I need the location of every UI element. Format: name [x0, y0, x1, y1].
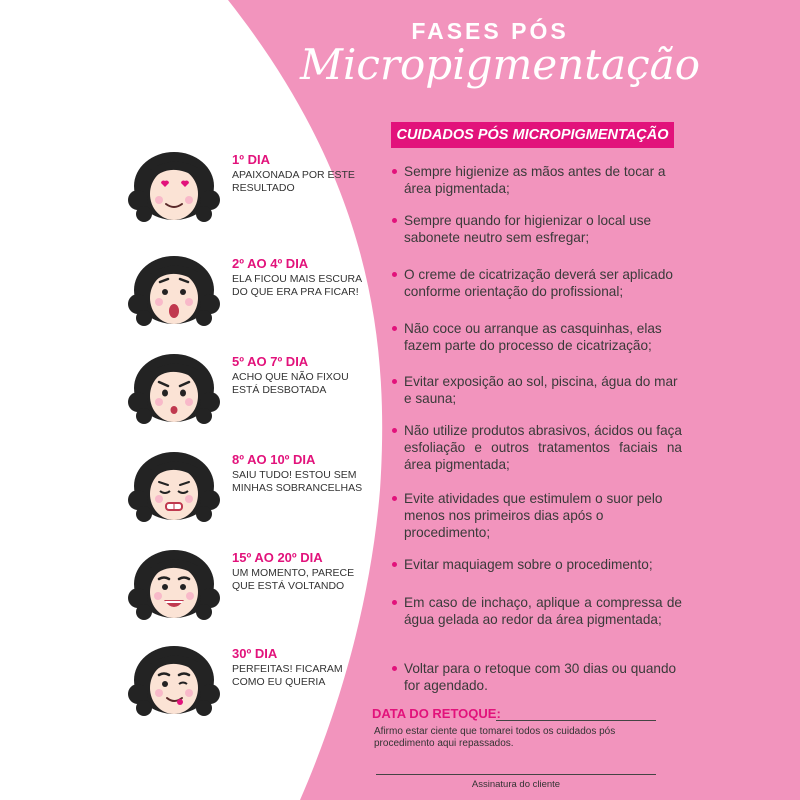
bullet-icon	[392, 600, 397, 605]
phase-4	[128, 448, 368, 528]
care-item: Evitar maquiagem sobre o procedimento;	[392, 556, 682, 573]
phase-description: SAIU TUDO! ESTOU SEM MINHAS SOBRANCELHAS	[232, 469, 363, 494]
phase-6	[128, 642, 368, 722]
title-fases-pos: FASES PÓS	[411, 18, 569, 44]
worried-face-icon	[128, 350, 220, 430]
laughing-face-icon	[128, 546, 220, 626]
phase-title: 2º AO 4º DIA	[232, 256, 309, 271]
phase-1	[128, 148, 368, 228]
bullet-icon	[392, 169, 397, 174]
phase-description: UM MOMENTO, PARECE QUE ESTÁ VOLTANDO	[232, 567, 355, 592]
care-item: O creme de cicatrização deverá ser aplicado conforme orientação do profissional;	[392, 266, 682, 300]
care-item: Voltar para o retoque com 30 dias ou quando for agendado.	[392, 660, 682, 694]
bullet-icon	[392, 428, 397, 433]
phase-description: PERFEITAS! FICARAM COMO EU QUERIA	[232, 663, 343, 688]
bullet-icon	[392, 218, 397, 223]
phase-description: APAIXONADA POR ESTE RESULTADO	[232, 169, 355, 194]
bullet-icon	[392, 379, 397, 384]
care-item: Não utilize produtos abrasivos, ácidos ou faça esfoliação e outros tratamentos faciais na área pigmentada;	[392, 422, 682, 473]
phase-title: 8º AO 10º DIA	[232, 452, 316, 467]
bullet-icon	[392, 326, 397, 331]
retoque-date-field[interactable]	[496, 720, 656, 721]
phase-title: 30º DIA	[232, 646, 278, 661]
care-header: CUIDADOS PÓS MICROPIGMENTAÇÃO	[391, 122, 674, 148]
care-item: Evitar exposição ao sol, piscina, água do mar e sauna;	[392, 373, 682, 407]
care-item: Sempre higienize as mãos antes de tocar a área pigmentada;	[392, 163, 682, 197]
bullet-icon	[392, 666, 397, 671]
phase-description: ACHO QUE NÃO FIXOU ESTÁ DESBOTADA	[232, 371, 349, 396]
care-item: Não coce ou arranque as casquinhas, elas fazem parte do processo de cicatrização;	[392, 320, 682, 354]
phase-2	[128, 252, 368, 332]
title-micropigmentacao: Micropigmentação	[299, 40, 701, 89]
care-item: Sempre quando for higienizar o local use sabonete neutro sem esfregar;	[392, 212, 682, 246]
crying-face-icon	[128, 448, 220, 528]
phase-title: 15º AO 20º DIA	[232, 550, 323, 565]
bullet-icon	[392, 562, 397, 567]
heart-eyes-face-icon	[128, 148, 220, 228]
phase-5	[128, 546, 368, 626]
bullet-icon	[392, 496, 397, 501]
signature-label: Assinatura do cliente	[471, 779, 561, 790]
signature-field[interactable]	[376, 774, 656, 775]
affirmation-text: Afirmo estar ciente que tomarei todos os cuidados pós procedimento aqui repassados.	[374, 726, 616, 749]
bullet-icon	[392, 272, 397, 277]
phase-3	[128, 350, 368, 430]
phase-title: 5º AO 7º DIA	[232, 354, 309, 369]
care-item: Em caso de inchaço, aplique a compressa de água gelada ao redor da área pigmentada;	[392, 594, 682, 628]
care-item: Evite atividades que estimulem o suor pelo menos nos primeiros dias após o procedimento;	[392, 490, 682, 541]
winking-face-icon	[128, 642, 220, 722]
shocked-face-icon	[128, 252, 220, 332]
phase-description: ELA FICOU MAIS ESCURA DO QUE ERA PRA FICAR!	[232, 273, 362, 298]
phase-title: 1º DIA	[232, 152, 270, 167]
retoque-date-label: DATA DO RETOQUE:	[372, 706, 501, 721]
